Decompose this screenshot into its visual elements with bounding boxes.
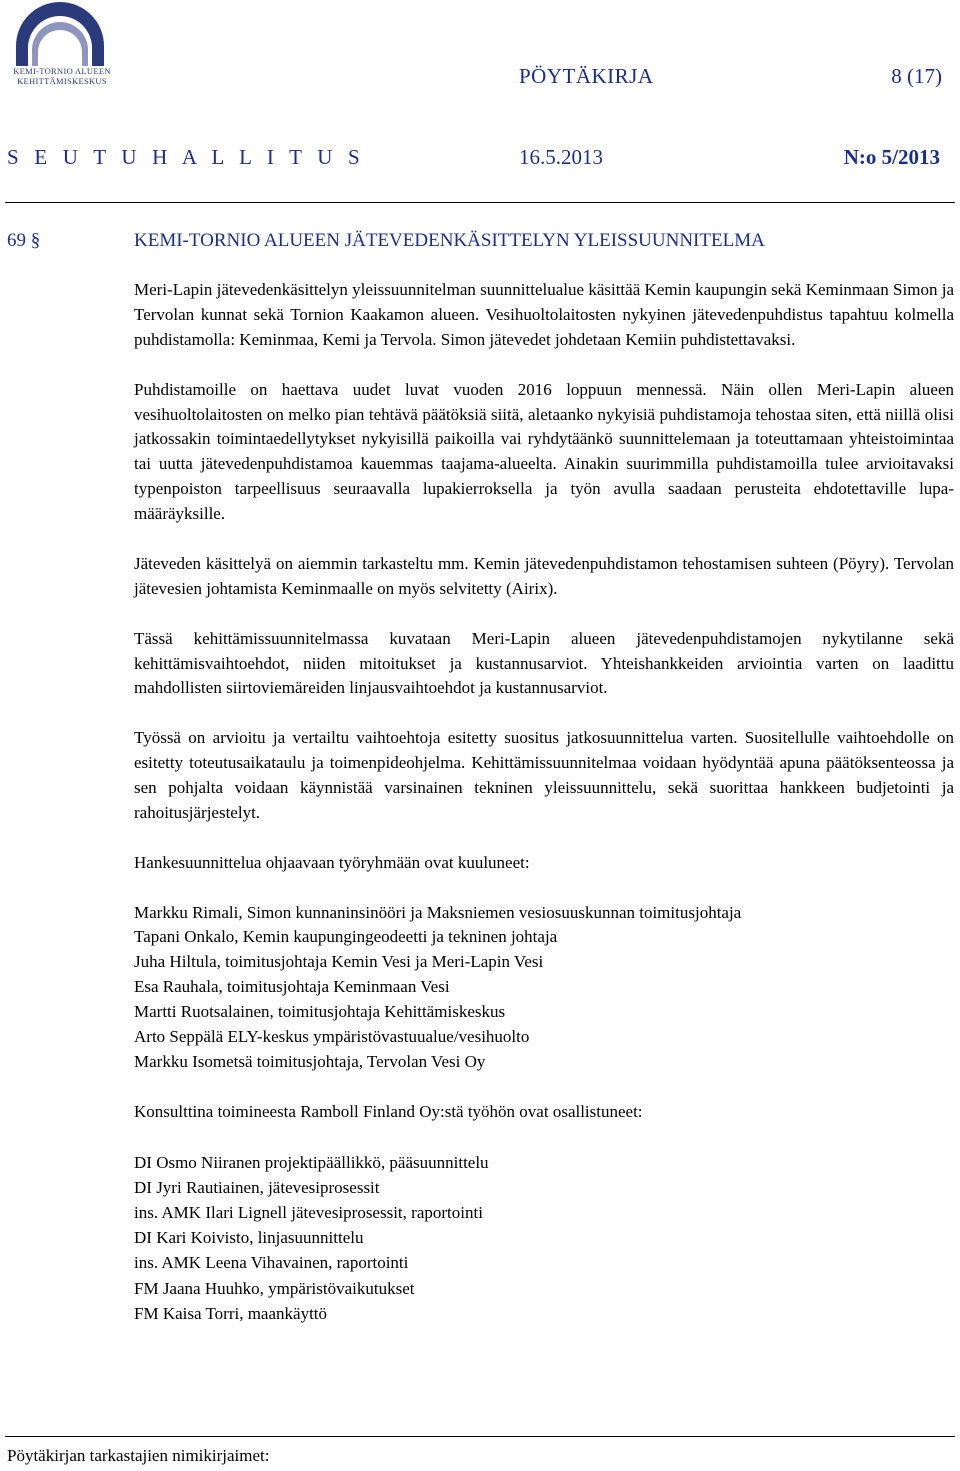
list-item: Esa Rauhala, toimitusjohtaja Keminmaan Vesi	[134, 977, 450, 997]
arch-logo-icon	[8, 2, 112, 68]
list-item: DI Osmo Niiranen projektipäällikkö, pääsuunnittelu	[134, 1152, 489, 1172]
list-item: FM Kaisa Torri, maankäyttö	[134, 1303, 328, 1323]
list-item: Arto Seppälä ELY-keskus ympäristövastuualue/vesihuolto	[134, 1027, 530, 1047]
board-name: S E U T U H A L L I T U S	[7, 145, 365, 169]
logo-line-1: KEMI-TORNIO ALUEEN	[13, 66, 111, 76]
signature-label: Pöytäkirjan tarkastajien nimikirjaimet:	[7, 1446, 270, 1465]
steering-group-intro: Hankesuunnittelua ohjaavaan työryhmään ovat kuuluneet:	[134, 852, 530, 872]
consultant-intro: Konsulttina toimineesta Ramboll Finland Oy:stä työhön ovat osallistuneet:	[134, 1101, 643, 1121]
meeting-date: 16.5.2013	[519, 145, 603, 169]
list-item: DI Kari Koivisto, linjasuunnittelu	[134, 1228, 364, 1248]
document-number: N:o 5/2013	[843, 145, 940, 169]
list-item: FM Jaana Huuhko, ympäristövaikutukset	[134, 1278, 415, 1298]
list-item: Martti Ruotsalainen, toimitusjohtaja Kehittämiskeskus	[134, 1002, 506, 1022]
list-item: Tapani Onkalo, Kemin kaupungingeodeetti ja tekninen johtaja	[134, 927, 558, 947]
header-divider	[5, 202, 955, 203]
steering-group-list	[134, 901, 954, 1075]
consultant-team-list	[134, 1150, 954, 1326]
paragraph-plan-description: Tässä kehittämissuunnitelmassa kuvataan Meri-Lapin alueen jätevedenpuhdistamojen nykytilanne sekä kehittämisvaihtoehdot, niiden mitoitukset ja kustannusarviot. Yhteishankkeiden arviointia varten on laadittu mahdollisten siirtoviemäreiden linjausvaihtoehdot ja kustannusarviot.	[134, 628, 954, 698]
page-number: 8 (17)	[891, 64, 942, 88]
footer-divider	[5, 1436, 955, 1437]
paragraph-recommendation: Työssä on arvioitu ja vertailtu vaihtoehtoja esitetty suositus jatkosuunnittelua varten. Suositellulle vaihtoehdolle on esitetty toteutusaikataulu ja toimenpideohjelma. Kehittämissuunnitelmaa voidaan hyödyntää apuna päätöksenteossa ja sen pohjalta voidaan käynnistää varsinainen tekninen yleissuunnittelu, sekä suorittaa hankkeen budjetointi ja rahoitusjärjestelyt.	[134, 728, 954, 822]
paragraph-permits: Puhdistamoille on haettava uudet luvat vuoden 2016 loppuun mennessä. Näin ollen Meri-Lapin alueen vesihuoltolaitosten on melko pian tehtävä päätöksiä siitä, aletaanko nykyisiä puhdistamoja tehostaa siten, että niillä olisi jatkossakin toimintaedellytykset nykyisillä paikoilla vai ryhdytäänkö suunnittelemaan ja toteuttamaan yhteistoimintaa tai uutta jätevedenpuhdistamoa kauemmas taajama-alueelta. Ainakin suurimmilla puhdistamoilla tulee arvioitavaksi typenpoiston tarpeellisuus seuraavalla lupakierroksella ja työn avulla saadaan perusteita ehdotettaville lupa-määräyksille.	[134, 379, 954, 524]
logo-line-2: KEHITTÄMISKESKUS	[17, 76, 107, 86]
list-item: ins. AMK Leena Vihavainen, raportointi	[134, 1253, 409, 1273]
list-item: Markku Isometsä toimitusjohtaja, Tervolan Vesi Oy	[134, 1052, 486, 1071]
section-title: KEMI-TORNIO ALUEEN JÄTEVEDENKÄSITTELYN YLEISSUUNNITELMA	[134, 230, 765, 251]
list-item: DI Jyri Rautiainen, jätevesiprosessit	[134, 1177, 380, 1197]
list-item: ins. AMK Ilari Lignell jätevesiprosessit, raportointi	[134, 1203, 483, 1222]
section-number: 69 §	[7, 230, 41, 251]
paragraph-scope: Meri-Lapin jätevedenkäsittelyn yleissuunnitelman suunnittelualue käsittää Kemin kaupungin sekä Keminmaan Simon ja Tervolan kunnat sekä Tornion Kaakamon alueen. Vesihuoltolaitosten nykyinen jätevedenpuhdistus tapahtuu kolmella puhdistamolla: Keminmaa, Kemi ja Tervola. Simon jätevedet johdetaan Kemiin puhdistettavaksi.	[134, 280, 954, 349]
minutes-body	[134, 278, 954, 1351]
list-item: Markku Rimali, Simon kunnaninsinööri ja Maksniemen vesiosuuskunnan toimitusjohtaja	[134, 902, 742, 922]
organization-logo	[8, 2, 112, 88]
paragraph-previous-studies: Jäteveden käsittelyä on aiemmin tarkasteltu mm. Kemin jätevedenpuhdistamon tehostamisen suhteen (Pöyry). Tervolan jätevesien johtamista Keminmaalle on myös selvitetty (Airix).	[134, 553, 954, 598]
document-type: PÖYTÄKIRJA	[519, 64, 654, 88]
list-item: Juha Hiltula, toimitusjohtaja Kemin Vesi ja Meri-Lapin Vesi	[134, 952, 544, 972]
